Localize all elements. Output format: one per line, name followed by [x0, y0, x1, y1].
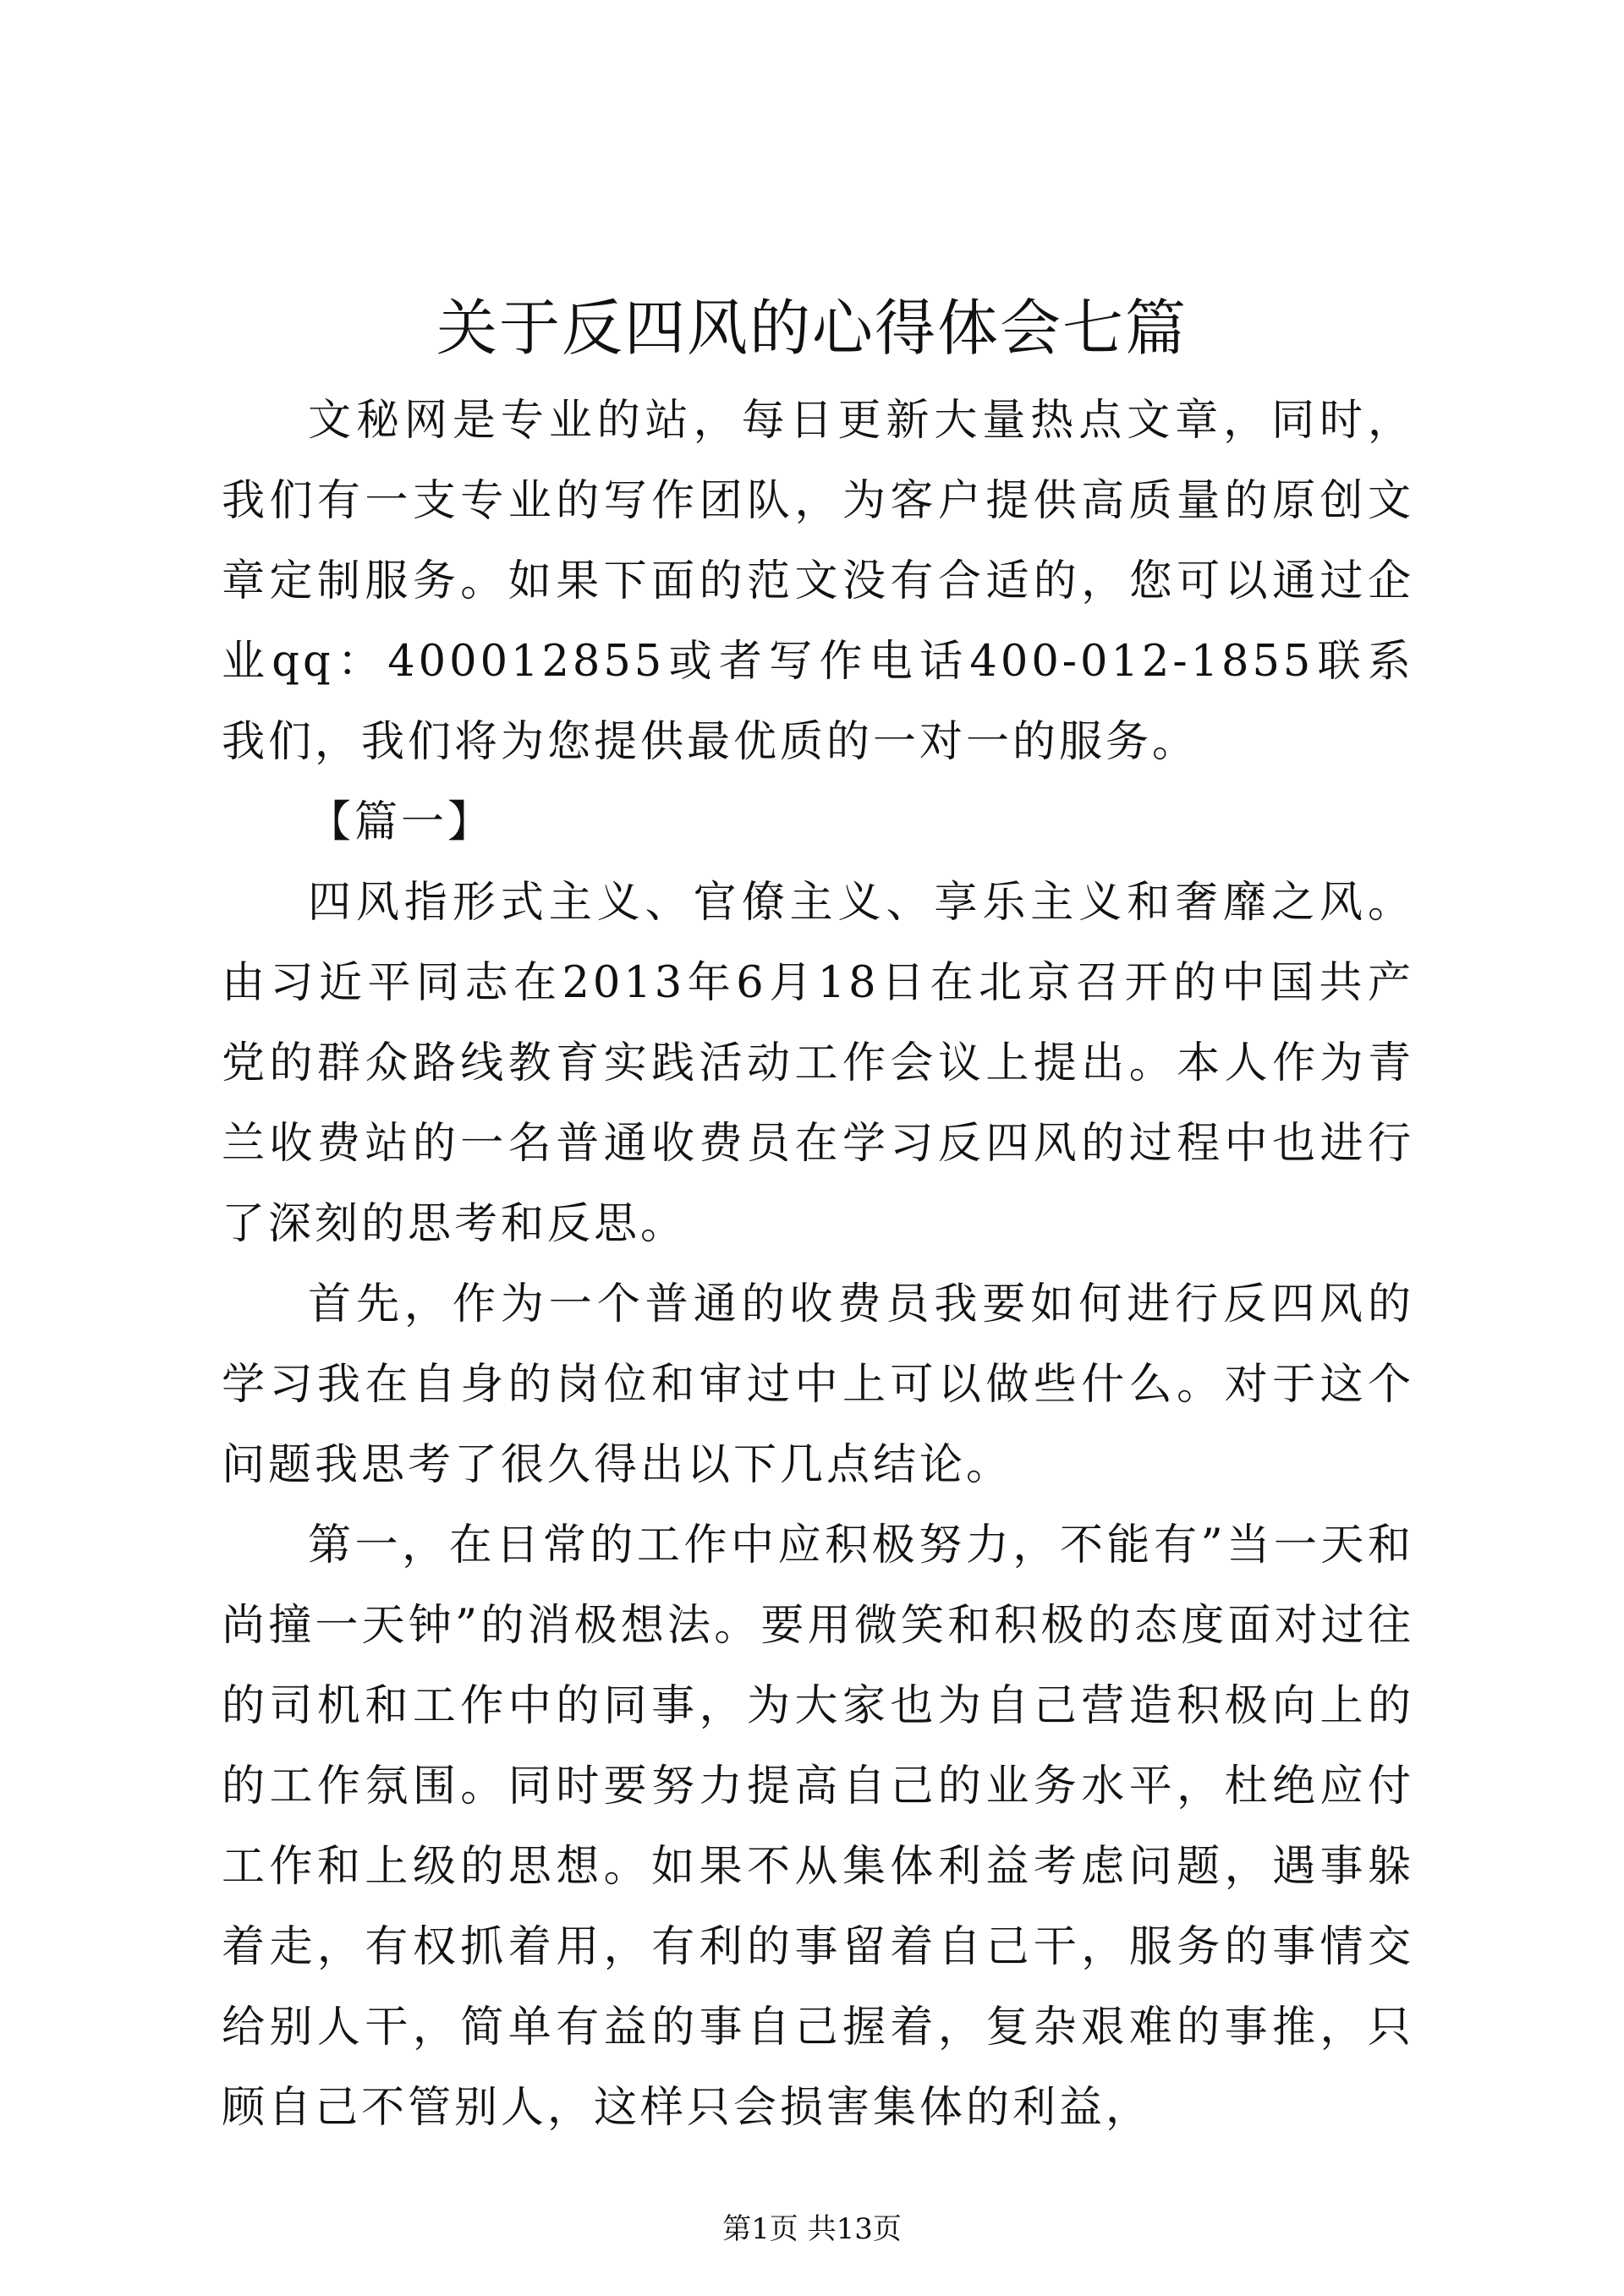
- body-paragraph: 四风指形式主义、官僚主义、享乐主义和奢靡之风。由习近平同志在2013年6月18日在北京召开的中国共产党的群众路线教育实践活动工作会议上提出。本人作为青兰收费站的一名普通收费员在学习反四风的过程中也进行了深刻的思考和反思。: [222, 878, 1414, 1249]
- body-paragraph: 第一，在日常的工作中应积极努力，不能有”当一天和尚撞一天钟”的消极想法。要用微笑和积极的态度面对过往的司机和工作中的同事，为大家也为自己营造积极向上的的工作氛围。同时要努力提高自己的业务水平，杜绝应付工作和上级的思想。如果不从集体利益考虑问题，遇事躲着走，有权抓着用，有利的事留着自己干，服务的事情交给别人干，简单有益的事自己握着，复杂艰难的事推，只顾自己不管别人，这样只会损害集体的利益，: [222, 1521, 1414, 2133]
- document-body: [222, 381, 1414, 2148]
- document-title: 关于反四风的心得体会七篇: [436, 293, 1188, 364]
- page-footer: 第1页 共13页: [722, 2212, 902, 2246]
- body-paragraph: 首先，作为一个普通的收费员我要如何进行反四风的学习我在自身的岗位和审过中上可以做些什么。对于这个问题我思考了很久得出以下几点结论。: [222, 1280, 1414, 1490]
- section-heading: 【篇一】: [308, 797, 495, 847]
- intro-paragraph: 文秘网是专业的站，每日更新大量热点文章，同时，我们有一支专业的写作团队，为客户提供高质量的原创文章定制服务。如果下面的范文没有合适的，您可以通过企业qq：400012855或者写作电话400-012-1855联系我们，我们将为您提供最优质的一对一的服务。: [222, 396, 1414, 767]
